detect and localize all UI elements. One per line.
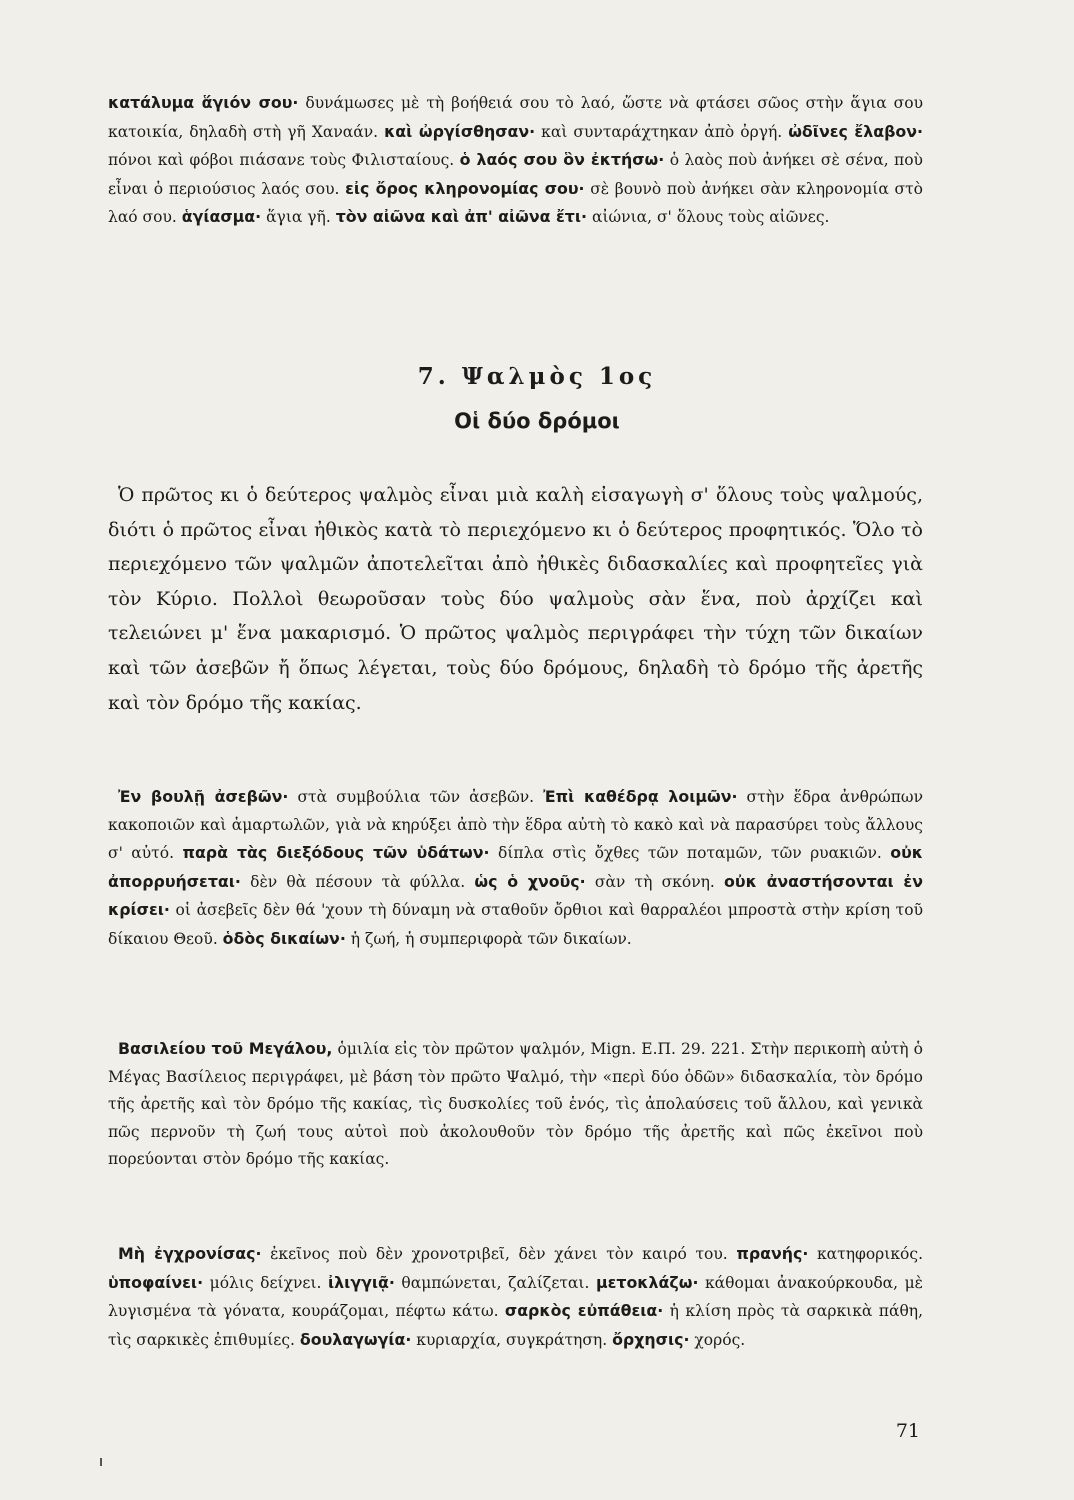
gloss: αἰώνια, σ' ὅλους τοὺς αἰῶνες. <box>587 208 830 227</box>
gloss: δὲν θὰ πέσουν τὰ φύλλα. <box>240 872 475 891</box>
basil-note <box>108 1035 923 1174</box>
lemma: εἰς ὄρος κληρονομίας σου· <box>345 178 585 198</box>
gloss: ἅγια γῆ. <box>261 208 336 227</box>
lemma: Βασιλείου τοῦ Μεγάλου, <box>118 1039 333 1058</box>
intro-text: Ὁ πρῶτος κι ὁ δεύτερος ψαλμὸς εἶναι μιὰ καλὴ εἰσαγωγὴ σ' ὅλους τοὺς ψαλμούς, διότι ὁ πρῶτος εἶναι ἠθικὸς κατὰ τὸ περιεχόμενο κι ὁ δεύτερος προφητικός. Ὅλο τὸ περιεχόμενο τῶν ψαλμῶν ἀποτελεῖται ἀπὸ ἠθικὲς διδασκαλίες καὶ προφητεῖες γιὰ τὸν Κύριο. Πολλοὶ θεωροῦσαν τοὺς δύο ψαλμοὺς σὰν ἕνα, ποὺ ἀρχίζει καὶ τελειώνει μ' ἕνα μακαρισμό. Ὁ πρῶτος ψαλμὸς περιγράφει τὴν τύχη τῶν δικαίων καὶ τῶν ἀσεβῶν ἤ ὅπως λέγεται, τοὺς δύο δρόμους, δηλαδὴ τὸ δρόμο τῆς ἀρετῆς καὶ τὸν δρόμο τῆς κακίας. <box>108 484 923 714</box>
chapter-subtitle: Οἱ δύο δρόμοι <box>454 409 620 433</box>
lemma: κατάλυμα ἅγιόν σου· <box>108 93 299 112</box>
lemma: ἁγίασμα· <box>181 207 262 227</box>
basil-note-paragraph <box>108 1035 923 1174</box>
lemma: οὐκ ἀπορρυήσεται· <box>108 843 924 891</box>
gloss: στὴν ἕδρα ἀνθρώπων κακοποιῶν καὶ ἁμαρτωλῶν, γιὰ νὰ κηρύξει ἀπὸ τὴν ἕδρα αὐτὴ τὸ κακὸ καὶ νὰ παρασύρει τοὺς ἄλλους σ' αὐτό. <box>108 788 923 863</box>
gloss: δυνάμωσες μὲ τὴ βοήθειά σου τὸ λαό, ὥστε νὰ φτάσει σῶος στὴν ἅγια σου κατοικία, δηλαδὴ στὴ γῆ Χαναάν. <box>108 94 923 141</box>
gloss: στὰ συμβούλια τῶν ἀσεβῶν. <box>288 788 544 806</box>
intro-paragraph <box>108 478 923 720</box>
lemma: ὠδῖνες ἔλαβον· <box>788 121 923 141</box>
lemma: Μὴ ἐγχρονίσας· <box>118 1244 262 1263</box>
gloss: κατηφορικός. <box>808 1245 923 1263</box>
gloss: πόνοι καὶ φόβοι πιάσανε τοὺς Φιλισταίους. <box>108 151 460 170</box>
lemma: πρανής· <box>736 1244 809 1263</box>
gloss: ἡ ζωή, ἡ συμπεριφορὰ τῶν δικαίων. <box>345 929 632 948</box>
lemma: Ἐπὶ καθέδρᾳ λοιμῶν· <box>543 787 738 806</box>
vocabulary-notes-paragraph <box>108 1240 923 1354</box>
lemma: Ἐν βουλῇ ἀσεβῶν· <box>118 787 289 806</box>
lemma: τὸν αἰῶνα καὶ ἀπ' αἰῶνα ἔτι· <box>335 207 588 227</box>
lemma: οὐκ ἀναστήσονται ἐν κρίσει· <box>108 871 923 920</box>
gloss: σὰν τὴ σκόνη. <box>585 872 725 891</box>
top-notes-paragraph <box>108 89 923 232</box>
lemma: ὑποφαίνει· <box>108 1272 204 1292</box>
lemma: ἰλιγγιᾷ· <box>328 1272 395 1292</box>
gloss: κυριαρχία, συγκράτηση. <box>411 1330 613 1349</box>
lemma: σαρκὸς εὐπάθεια· <box>504 1301 664 1321</box>
gloss: δίπλα στὶς ὄχθες τῶν ποταμῶν, τῶν ρυακιῶν. <box>489 844 891 863</box>
lemma: καὶ ὠργίσθησαν· <box>384 121 536 141</box>
gloss: ὁ λαὸς ποὺ ἀνήκει σὲ σένα, ποὺ εἶναι ὁ περιούσιος λαός σου. <box>108 151 923 198</box>
page-number: 71 <box>895 1420 920 1442</box>
lemma: μετοκλάζω· <box>595 1272 699 1292</box>
chapter-title: 7. Ψαλμὸς 1ος <box>417 363 657 390</box>
vocabulary-notes <box>108 1240 923 1354</box>
lemma: ὁ λαός σου ὃν ἐκτήσω· <box>459 150 665 170</box>
lemma: δουλαγωγία· <box>299 1329 412 1349</box>
gloss: ἡ κλίση πρὸς τὰ σαρκικὰ πάθη, τὶς σαρκικὲς ἐπιθυμίες. <box>108 1302 923 1349</box>
lemma: ὡς ὁ χνοῦς· <box>474 871 586 891</box>
gloss: κάθομαι ἀνακούρκουδα, μὲ λυγισμένα τὰ γόνατα, κουράζομαι, πέφτω κάτω. <box>108 1273 923 1321</box>
top-notes <box>108 89 923 232</box>
gloss: ὁμιλία εἰς τὸν πρῶτον ψαλμόν, Mign. Ε.Π. 29. 221. Στὴν περικοπὴ αὐτὴ ὁ Μέγας Βασίλειος περιγράφει, μὲ βάση τὸν πρῶτο Ψαλμό, τὴν «περὶ δύο ὁδῶν» διδασκαλία, τὸν δρόμο τῆς ἀρετῆς καὶ τὸν δρόμο τῆς κακίας, τὶς δυσκολίες τοῦ ἑνός, τὶς ἀπολαύσεις τοῦ ἄλλου, καὶ γενικὰ πῶς περνοῦν τὴ ζωή τους αὐτοὶ ποὺ ἀκολουθοῦν τὸν δρόμο τῆς ἀρετῆς καὶ πῶς ἐκεῖνοι ποὺ πορεύονται στὸν δρόμο τῆς κακίας. <box>108 1040 923 1169</box>
gloss: θαμπώνεται, ζαλίζεται. <box>394 1273 596 1292</box>
gloss: σὲ βουνὸ ποὺ ἀνήκει σὰν κληρονομία στὸ λαό σου. <box>108 179 923 227</box>
scan-mark <box>100 1458 102 1466</box>
gloss: ἐκεῖνος ποὺ δὲν χρονοτριβεῖ, δὲν χάνει τὸν καιρό του. <box>261 1245 737 1263</box>
gloss: χορός. <box>689 1330 746 1349</box>
verse-notes-paragraph <box>108 783 923 954</box>
lemma: ὄρχησις· <box>612 1329 690 1349</box>
gloss: καὶ συνταράχτηκαν ἀπὸ ὀργή. <box>535 122 789 141</box>
lemma: παρὰ τὰς διεξόδους τῶν ὑδάτων· <box>182 843 490 863</box>
verse-notes <box>108 783 923 954</box>
gloss: οἱ ἀσεβεῖς δὲν θά 'χουν τὴ δύναμη νὰ σταθοῦν ὄρθιοι καὶ θαρραλέοι μπροστὰ στὴν κρίση τοῦ δίκαιου Θεοῦ. <box>108 901 923 948</box>
lemma: ὁδὸς δικαίων· <box>222 928 346 948</box>
gloss: μόλις δείχνει. <box>203 1273 329 1292</box>
